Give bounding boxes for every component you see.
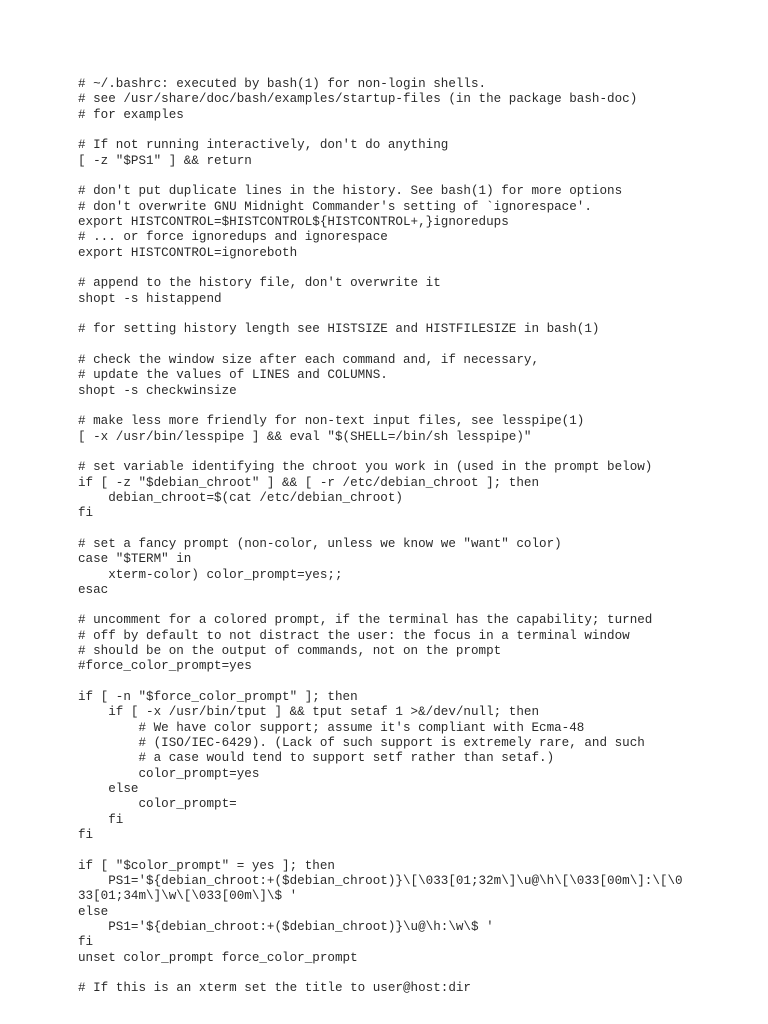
code-line: # append to the history file, don't overwrite it — [78, 276, 441, 291]
code-line: export HISTCONTROL=ignoreboth — [78, 245, 298, 260]
code-line: # a case would tend to support setf rather than setaf.) — [78, 751, 555, 766]
code-line: PS1='${debian_chroot:+($debian_chroot)}\[\033[01;32m\]\u@\h\[\033[00m\]:\[\0 — [78, 874, 683, 889]
code-line: # set a fancy prompt (non-color, unless we know we "want" color) — [78, 536, 562, 551]
code-line: # should be on the output of commands, not on the prompt — [78, 644, 502, 659]
bashrc-code-block — [78, 77, 683, 997]
code-line: fi — [78, 812, 124, 827]
code-line — [78, 598, 683, 613]
code-line — [78, 338, 683, 353]
code-line — [78, 169, 683, 184]
code-line: # set variable identifying the chroot you work in (used in the prompt below) — [78, 460, 653, 475]
code-line — [78, 261, 683, 276]
code-line: # see /usr/share/doc/bash/examples/startup-files (in the package bash-doc) — [78, 92, 638, 107]
code-line: # ~/.bashrc: executed by bash(1) for non-login shells. — [78, 77, 487, 91]
code-line: # update the values of LINES and COLUMNS. — [78, 368, 388, 383]
code-line: # off by default to not distract the user: the focus in a terminal window — [78, 628, 630, 643]
code-line: debian_chroot=$(cat /etc/debian_chroot) — [78, 490, 403, 505]
code-line: if [ -x /usr/bin/tput ] && tput setaf 1 >&/dev/null; then — [78, 705, 540, 720]
code-line: else — [78, 782, 139, 797]
code-line: # don't overwrite GNU Midnight Commander's setting of `ignorespace'. — [78, 199, 592, 214]
code-line: if [ -z "$debian_chroot" ] && [ -r /etc/debian_chroot ]; then — [78, 475, 540, 490]
code-line: # don't put duplicate lines in the history. See bash(1) for more options — [78, 184, 623, 199]
code-line: if [ "$color_prompt" = yes ]; then — [78, 858, 335, 873]
code-line: case "$TERM" in — [78, 552, 192, 567]
code-line: fi — [78, 506, 94, 521]
code-line: # for examples — [78, 107, 184, 122]
code-line: color_prompt= — [78, 797, 237, 812]
code-line: shopt -s checkwinsize — [78, 383, 237, 398]
code-line — [78, 843, 683, 858]
code-line: esac — [78, 582, 109, 597]
code-line: unset color_prompt force_color_prompt — [78, 950, 358, 965]
code-line: [ -z "$PS1" ] && return — [78, 153, 252, 168]
code-line: # If this is an xterm set the title to user@host:dir — [78, 981, 471, 996]
code-line: else — [78, 904, 109, 919]
code-line — [78, 307, 683, 322]
code-line: fi — [78, 935, 94, 950]
code-line: # for setting history length see HISTSIZE and HISTFILESIZE in bash(1) — [78, 322, 600, 337]
code-line: [ -x /usr/bin/lesspipe ] && eval "$(SHELL=/bin/sh lesspipe)" — [78, 429, 532, 444]
code-line — [78, 445, 683, 460]
code-line — [78, 399, 683, 414]
code-line: xterm-color) color_prompt=yes;; — [78, 567, 343, 582]
code-line: color_prompt=yes — [78, 766, 260, 781]
code-line: # If not running interactively, don't do anything — [78, 138, 449, 153]
code-line: # ... or force ignoredups and ignorespace — [78, 230, 388, 245]
code-line: # (ISO/IEC-6429). (Lack of such support is extremely rare, and such — [78, 736, 645, 751]
code-line — [78, 966, 683, 981]
code-line: shopt -s histappend — [78, 291, 222, 306]
code-line: # uncomment for a colored prompt, if the terminal has the capability; turned — [78, 613, 653, 628]
code-line: fi — [78, 828, 94, 843]
code-line: #force_color_prompt=yes — [78, 659, 252, 674]
code-line: 33[01;34m\]\w\[\033[00m\]\$ ' — [78, 889, 298, 904]
code-line: export HISTCONTROL=$HISTCONTROL${HISTCONTROL+,}ignoredups — [78, 214, 509, 229]
code-line: if [ -n "$force_color_prompt" ]; then — [78, 690, 358, 705]
code-line — [78, 675, 683, 690]
code-line: PS1='${debian_chroot:+($debian_chroot)}\u@\h:\w\$ ' — [78, 920, 494, 935]
code-line: # make less more friendly for non-text input files, see lesspipe(1) — [78, 414, 585, 429]
code-line: # check the window size after each command and, if necessary, — [78, 352, 540, 367]
code-line — [78, 522, 683, 537]
code-line — [78, 123, 683, 138]
code-line: # We have color support; assume it's compliant with Ecma-48 — [78, 720, 585, 735]
